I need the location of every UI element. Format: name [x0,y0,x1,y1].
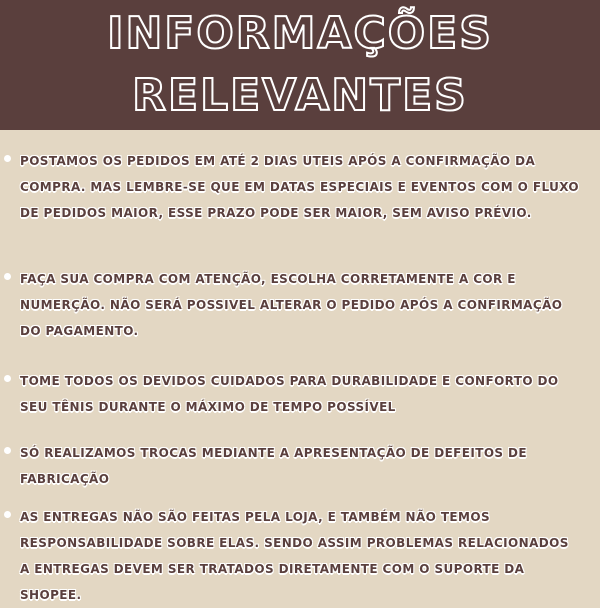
bullet-icon [4,447,11,454]
list-item-text: FAÇA SUA COMPRA COM ATENÇÃO, ESCOLHA CORRETAMENTE A COR E NUMERÇÃO. NÃO SERÁ POSSIVEL ALTERAR O PEDIDO APÓS A CONFIRMAÇÃO DO PAGAMENTO. [20,272,563,338]
list-item-care [20,368,580,420]
list-item-deliveries [20,504,580,608]
bullet-icon [4,273,11,280]
page-title-line-2: RELEVANTES [132,70,468,121]
bullet-icon [4,155,11,162]
page-title-line-1: INFORMAÇÕES [107,8,493,59]
list-item-shipping-time [20,148,580,226]
list-item-purchase-attention [20,266,580,344]
list-item-text: SÓ REALIZAMOS TROCAS MEDIANTE A APRESENTAÇÃO DE DEFEITOS DE FABRICAÇÃO [20,446,528,486]
list-item-text: POSTAMOS OS PEDIDOS EM ATÉ 2 DIAS UTEIS APÓS A CONFIRMAÇÃO DA COMPRA. MAS LEMBRE-SE QUE EM DATAS ESPECIAIS E EVENTOS COM O FLUXO DE PEDIDOS MAIOR, ESSE PRAZO PODE SER MAIOR, SEM AVISO PRÉVIO. [20,154,580,220]
list-item-exchanges [20,440,580,492]
list-item-text: AS ENTREGAS NÃO SÃO FEITAS PELA LOJA, E TAMBÉM NÃO TEMOS RESPONSABILIDADE SOBRE ELAS. SENDO ASSIM PROBLEMAS RELACIONADOS A ENTREGAS DEVEM SER TRATADOS DIRETAMENTE COM O SUPORTE DA SHOPEE. [20,510,569,602]
list-item-text: TOME TODOS OS DEVIDOS CUIDADOS PARA DURABILIDADE E CONFORTO DO SEU TÊNIS DURANTE O MÁXIMO DE TEMPO POSSÍVEL [20,374,559,414]
bullet-icon [4,375,11,382]
bullet-icon [4,511,11,518]
